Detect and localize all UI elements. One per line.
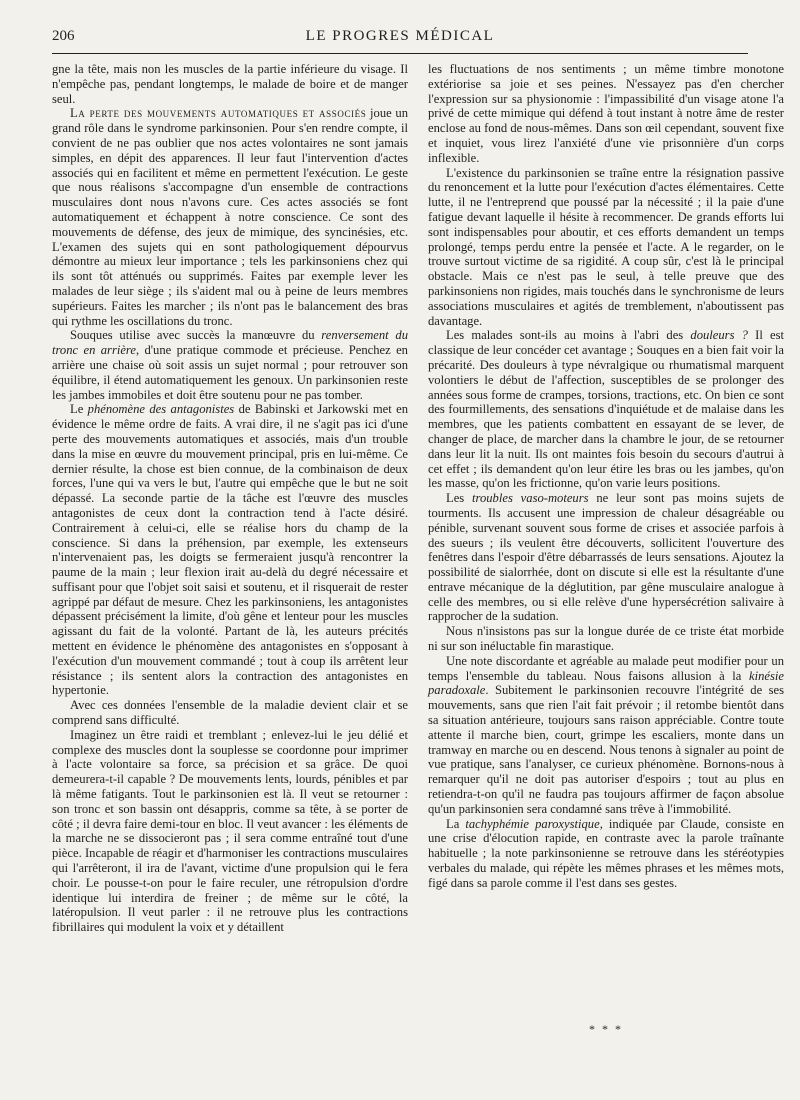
paragraph: La perte des mouvements automatiques et associés joue un grand rôle dans le syndrome parkinsonien. Pour s'en rendre compte, il convient de ne pas oublier que nos actes volontaires ne sont jamais simples, en dépit des apparences. Il leur faut l'intervention d'actes associés qui en facilitent et même en permettent l'exécution. Le geste que nous réalisons s'accompagne d'un ensemble de contractions musculaires dont nous n'avons cure. Ces actes associés se font automatiquement et échappent à notre conscience. Ce sont des mouvements de défense, des jeux de mimique, des syncinésies, etc. L'examen des sujets qui en sont pathologiquement dépourvus démontre au mieux leur importance ; tels les parkinsoniens chez qui ils sont tôt atténués ou supprimés. Faites par exemple lever les malades de leur siège ; ils s'aident mal ou à peine de leurs membres supérieurs. Faites les marcher ; ils n'ont pas le balancement des bras qui rythme les oscillations du tronc.: [52, 106, 408, 328]
page-header: [52, 28, 748, 52]
paragraph: Avec ces données l'ensemble de la maladie devient clair et se comprend sans difficulté.: [52, 698, 408, 728]
header-rule: [52, 53, 748, 54]
emphasis: renversement du tronc en arrière: [52, 328, 408, 358]
emphasis: tachyphémie paroxystique: [465, 816, 600, 831]
emphasis: troubles vaso-moteurs: [472, 491, 589, 506]
emphasis: kinésie paradoxale: [428, 668, 784, 698]
running-title: LE PROGRES MÉDICAL: [305, 28, 495, 44]
right-column: [428, 62, 784, 891]
paragraph: Le phénomène des antagonistes de Babinski et Jarkowski met en évidence le même ordre de faits. A vrai dire, il ne s'agit pas ici d'une perte des mouvements automatiques et associés, mais d'un trouble dans la mise en œuvre du mouvement principal, pris en lui-même. Ce dernier résulte, la chose est bien connue, de la combinaison de deux forces, l'une qui va vers le but, l'autre qui empêche que le but ne soit dépassé. La seconde partie de la tâche est l'œuvre des muscles antagonistes de ceux dont la contraction tend à l'acte désiré. Contrairement à celui-ci, elle se réalise hors du champ de la conscience. Si dans la préhension, par exemple, les extenseurs n'intervenaient pas, les doigts se fermeraient jusqu'à rencontrer la paume de la main ; leur flexion irait au-delà du degré nécessaire et suffisant pour que l'objet soit saisi et soutenu, et il risquerait de rester agrippé par défaut de mesure. Chez les parkinsoniens, les antagonistes dépassent précisément la limite, d'où gêne et lenteur pour les muscles agissant du fait de la volonté. Partant de là, les auteurs précités mettent en évidence le phénomène des antagonistes en s'opposant à l'exécution d'un mouvement commandé ; tout à coup ils arrêtent leur résistance ; ils sentent alors la contraction des antagonistes en hypertonie.: [52, 402, 408, 698]
paragraph: les fluctuations de nos sentiments ; un même timbre monotone extériorise sa joie et ses peines. N'essayez pas d'en chercher l'expression sur sa physionomie : l'impassibilité d'un visage atone l'a privé de cette mimique qui défend à tout instant à notre âme de rester enclose au fond de nous-mêmes. Dans son œil cependant, souvent fixe et inquiet, vous lirez l'anxiété d'une vie prisonnière d'un corps inflexible.: [428, 62, 784, 165]
paragraph: L'existence du parkinsonien se traîne entre la résignation passive du renoncement et la lutte pour l'exécution d'actes élémentaires. Cette lutte, il ne l'entreprend que poussé par la nécessité ; il la paie d'une fatigue devant laquelle il hésite à recommencer. De grands efforts lui sont indispensables pour aboutir, et ces efforts demandent un temps prolongé, temps perdu entre la pensée et l'acte. A le regarder, on le trouve surtout victime de sa rigidité. A coup sûr, c'est là le principal obstacle. Mais ce n'est pas le seul, à telle preuve que des parkinsoniens non rigides, mais touchés dans le synchronisme de leurs associations musculaires et agités de tremblement, n'aboutissent pas davantage.: [428, 165, 784, 328]
left-column: [52, 62, 408, 935]
emphasis: douleurs ?: [690, 328, 748, 343]
paragraph: Imaginez un être raidi et tremblant ; enlevez-lui le jeu délié et complexe des muscles dont la souplesse se coordonne pour imprimer à l'acte volontaire sa force, sa précision et sa grâce. De quoi demeurera-t-il capable ? De mouvements lents, lourds, pénibles et par là même fatigants. Tout le parkinsonien est là. Il veut se retourner : son tronc et son bassin ont désappris, comme sa tête, à se porter de côté ; il devra faire demi-tour en bloc. Il veut avancer : les éléments de la marche ne se dissocieront pas ; il sera comme entraîné tout d'une pièce. Incapable de réagir et d'harmoniser les contractions musculaires qui l'arrêteront, il ira de l'avant, victime d'une propulsion qui le fera choir. Le pousse-t-on pour le faire reculer, une rétropulsion d'ordre identique lui interdira de freiner ; de même sur le côté, la latéropulsion. Il veut parler : il ne retrouve plus les contractions fibrillaires qui modulent la voix et y détaillent: [52, 727, 408, 935]
emphasis: phénomène des antagonistes: [87, 402, 235, 417]
paragraph: Une note discordante et agréable au malade peut modifier pour un temps l'ensemble du tableau. Nous faisons allusion à la kinésie paradoxale. Subitement le parkinsonien recouvre l'intégrité de ses mouvements, sans que rien l'ait fait prévoir ; il retombe bientôt dans sa situation antérieure, toujours sans raison appréciable. Contre toute attente il marche bien, court, grimpe les escaliers, monte dans un tramway en marche ou en descend. Nous tenons à signaler au point de vue pratique, sans l'analyser, ce curieux phénomène. Bornons-nous à remarquer qu'il ne doit pas autoriser d'espoirs ; tout au plus en retiendra-t-on qu'il ne faudra pas toujours affirmer de façon absolue qu'un parkinsonien sera condamné sans trêve à l'immobilité.: [428, 653, 784, 816]
section-break-asterisks: * * *: [589, 1022, 623, 1036]
paragraph: gne la tête, mais non les muscles de la partie inférieure du visage. Il n'empêche pas, pendant longtemps, le malade de boire et de manger seul.: [52, 62, 408, 106]
paragraph: Les malades sont-ils au moins à l'abri des douleurs ? Il est classique de leur concéder cet avantage ; Souques en a bien fait voir la précarité. Des douleurs à type névralgique ou rhumatismal marquent volontiers le début de l'affection, susceptibles de se prolonger des années sous forme de crampes, torsions, tractions, etc. On bien ce sont des fourmillements, des sensations d'inquiétude et de malaise dans les membres, que les patients combattent en essayant de se lever, de changer de place, de marcher dans la chambre le jour, de se retourner dans leur lit la nuit. Ils ont maintes fois besoin du secours d'autrui à cet effet ; ils demandent qu'on leur étire les bras ou les jambes, qu'on les masse, qu'on les frictionne, qu'on varie leurs positions.: [428, 328, 784, 491]
paragraph: Souques utilise avec succès la manœuvre du renversement du tronc en arrière, d'une pratique commode et précieuse. Penchez en arrière une chaise où soit assis un sujet normal ; pour retrouver son équilibre, il étend automatiquement les genoux. Un parkinsonien reste les jambes immobiles et doit être soutenu pour ne pas tomber.: [52, 328, 408, 402]
paragraph: Nous n'insistons pas sur la longue durée de ce triste état morbide ni sur son inéluctable fin marastique.: [428, 624, 784, 654]
section-lead: La perte des mouvements automatiques et associés: [70, 106, 367, 121]
paragraph: Les troubles vaso-moteurs ne leur sont pas moins sujets de tourments. Ils accusent une impression de chaleur désagréable ou pénible, survenant souvent sous forme de crises et associée parfois à des sueurs ; ils veulent être découverts, sollicitent l'ouverture des fenêtres dans l'espoir d'être débarrassés de leurs sensations. Ajoutez la possibilité de sialorrhée, dont on discute si elle est la résultante d'une entrave mécanique de la déglutition, par gêne musculaire analogue à celle des membres, ou si elle relève d'une hypersécrétion salivaire à rapprocher de la sudation.: [428, 491, 784, 624]
paragraph: La tachyphémie paroxystique, indiquée par Claude, consiste en une crise d'élocution rapide, en contraste avec la parole traînante habituelle ; la note parkinsonienne se retrouve dans les stéréotypies verbales du malade, qui répète les mêmes phrases et les mêmes mots, figé dans sa parole comme il l'est dans ses gestes.: [428, 816, 784, 890]
page-number: 206: [52, 28, 75, 44]
